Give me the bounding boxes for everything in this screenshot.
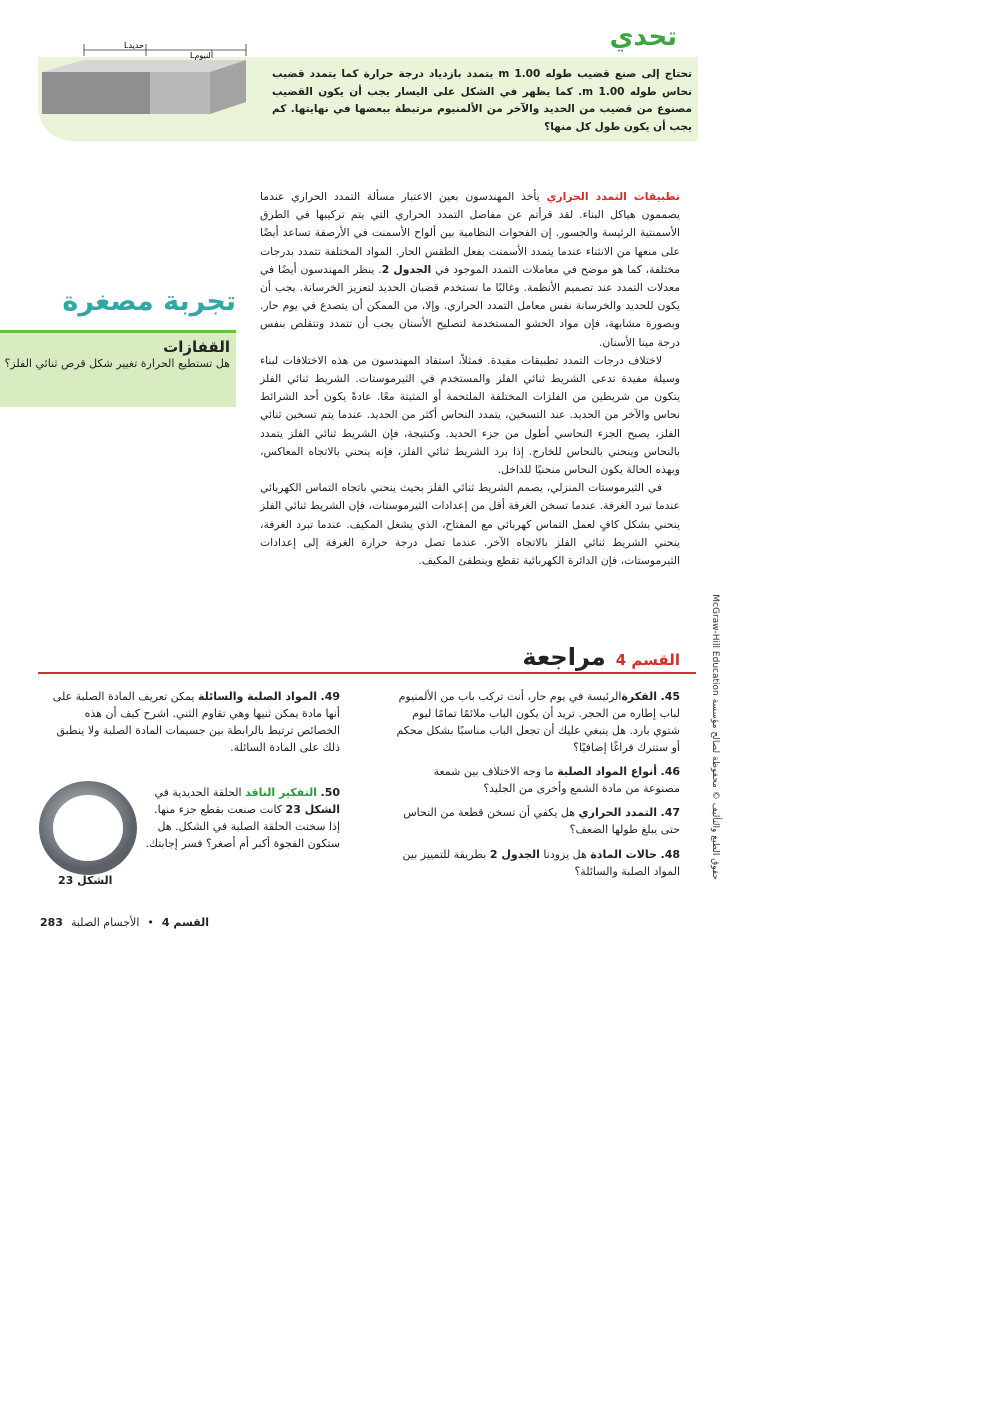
page-number: 283	[40, 916, 63, 929]
footer-section: القسم 4	[161, 916, 209, 929]
iron-aluminum-bar-figure	[40, 38, 272, 138]
footer-chapter: الأجسام الصلبة	[70, 916, 140, 929]
question-50: 50. التفكير الناقد الحلقة الحديدية في الشكل 23 كانت صنعت بقطع جزء منها. إذا سخنت الحلقة الصلبة في الشكل. هل ستكون الفجوة أكبر أم أصغر؟ فسر إجابتك.	[145, 786, 340, 850]
figure-23-caption: الشكل 23	[58, 874, 113, 887]
review-section-label: القسم 4	[615, 651, 680, 669]
aluminum-bar	[150, 72, 210, 114]
footer-bullet: •	[147, 916, 154, 929]
challenge-title: تحدي	[609, 22, 677, 52]
review-header	[522, 643, 680, 671]
minilab-heading: القفازات	[163, 338, 230, 356]
iron-ring	[46, 788, 130, 868]
review-title: مراجعة	[522, 643, 606, 671]
paragraph-bimetal: لاختلاف درجات التمدد تطبيقات مفيدة. فمثلاً، استفاد المهندسون من هذه الاختلافات لبناء وسيلة مفيدة تدعى الشريط ثنائي الفلز والمستخدم في الثيرموستات. الشريط ثنائي الفلز يتكون من شريطين من الفلزات المختلفة الملتحمة أو المثبتة معًا. عادةً يكون أحد الشرائط نحاس والآخر من الحديد. عند التسخين، يتمدد النحاس أكثر من الحديد. عندما يتم تسخين ثنائي الفلز، يصبح الجزء النحاسي أطول من جزء الحديد. وكنتيجة، فإن الشريط ثنائي الفلز يتمدد بالنحاس وينحني بالنحاس للخارج. إذا برد الشريط ثنائي الفلز، فإنه ينحني بالاتجاه المعاكس، وبهذه الحالة يكون النحاس منحنيًا للداخل.	[260, 353, 680, 477]
copyright-notice: حقوق الطبع والتأليف © محفوظة لصالح مؤسسة McGraw-Hill Education	[710, 594, 720, 880]
question-48: 48. حالات المادة هل يزودنا الجدول 2 بطريقة للتمييز بين المواد الصلبة والسائلة؟	[402, 848, 680, 878]
bar-top-face	[42, 60, 246, 72]
iron-bar	[42, 72, 150, 114]
challenge-text: تحتاج إلى صنع قضيب طوله 1.00 m يتمدد بازدياد درجة حرارة كما يتمدد قضيب نحاس طوله 1.00 m. كما يظهر في الشكل على اليسار يجب أن يكون القضيب مصنوع من قضيب من الحديد والآخر من الألمنيوم مرتبطة ببعضها في نهايتها. كم يجب أن يكون طول كل منها؟	[272, 68, 692, 133]
page-footer	[40, 916, 209, 929]
table-2-ref: الجدول 2	[381, 262, 432, 276]
paragraph-thermostat: في الثيرموستات المنزلي، يصمم الشريط ثنائي الفلز بحيث ينحني باتجاه التماس الكهربائي عندما تبرد الغرفة. عندما تسخن الغرفة أقل من إعدادات الثيرموستات، فإن الشريط ثنائي الفلز ينحني بشكل كافٍ لعمل التماس كهربائي مع المفتاح، الذي يشغل المكيف. عندما تبرد الغرفة، ينحني الشريط ثنائي الفلز بالاتجاه الآخر. عندما تصل درجة حرارة الغرفة إلى إعدادات الثيرموستات، فإن الدائرة الكهربائية تقطع وينطفئ المكيف.	[260, 481, 680, 568]
question-46: 46. أنواع المواد الصلبة ما وجه الاختلاف بين شمعة مصنوعة من مادة الشمع وأخرى من الجليد؟	[433, 765, 680, 795]
main-text	[260, 188, 680, 570]
thermal-applications-heading: تطبيقات التمدد الحراري	[546, 190, 680, 203]
aluminum-length-label: Lألنيوم	[190, 51, 214, 60]
question-47: 47. التمدد الحراري هل يكفي أن تسخن قطعة من النحاس حتى يبلغ طولها الضعف؟	[403, 806, 680, 836]
minilab-title: تجربة مصغرة	[62, 286, 236, 317]
question-45: 45. الفكرةالرئيسة في يوم حار، أنت تركب باب من الألمنيوم لباب إطاره من الحجر. تريد أن يكون الباب ملائمًا تمامًا ليوم شتوي بارد. هل ينبغي عليك أن تجعل الباب مناسبًا بشكل محكم أو ستترك فراغًا إضافيًا؟	[396, 690, 680, 754]
question-49: 49. المواد الصلبة والسائلة يمكن تعريف المادة الصلبة على أنها مادة يمكن ثنيها وهي تقاوم الثني. اشرح كيف أن هذه الخصائص ترتبط بالرابطة بين جسيمات المادة الصلبة ولا ينطبق ذلك على المادة السائلة.	[52, 690, 340, 754]
iron-ring-figure	[38, 776, 138, 876]
paragraph-thermal-applications: تطبيقات التمدد الحراري يأخذ المهندسون بعين الاعتبار مسألة التمدد الحراري عندما يصممون هياكل البناء. لقد قرأتم عن مفاصل التمدد الحراري التي يتم تركيبها في الطرق الأسمنتية الرئيسة والجسور. إن الفجوات النظامية بين ألواح الأسمنت في الأرصفة تساعد أيضًا على منعها من الانثناء عندما يتمدد الأسمنت بفعل الطقس الحار. المواد المختلفة تتمدد بدرجات مختلفة، كما هو موضح في معاملات التمدد الموجود في الجدول 2. ينظر المهندسون أيضًا في معدلات التمدد عند تصميم الأنظمة. وغالبًا ما تستخدم قضبان الحديد لتعزيز الخرسانة. يجب أن يكون للحديد والخرسانة نفس معامل التمدد الحراري. وإلا، من الممكن أن يتصدع في يوم حار. وبصورة مشابهة، فإن مواد الحشو المستخدمة لتصليح الأسنان يجب أن تتمدد وتتقلص بنفس درجة مينا الأسنان.	[260, 190, 680, 349]
review-divider	[38, 672, 696, 674]
iron-length-label: Lحديد	[124, 41, 145, 50]
minilab-question: هل تستطيع الحرارة تغيير شكل قرص ثنائي الفلز؟	[4, 357, 230, 370]
